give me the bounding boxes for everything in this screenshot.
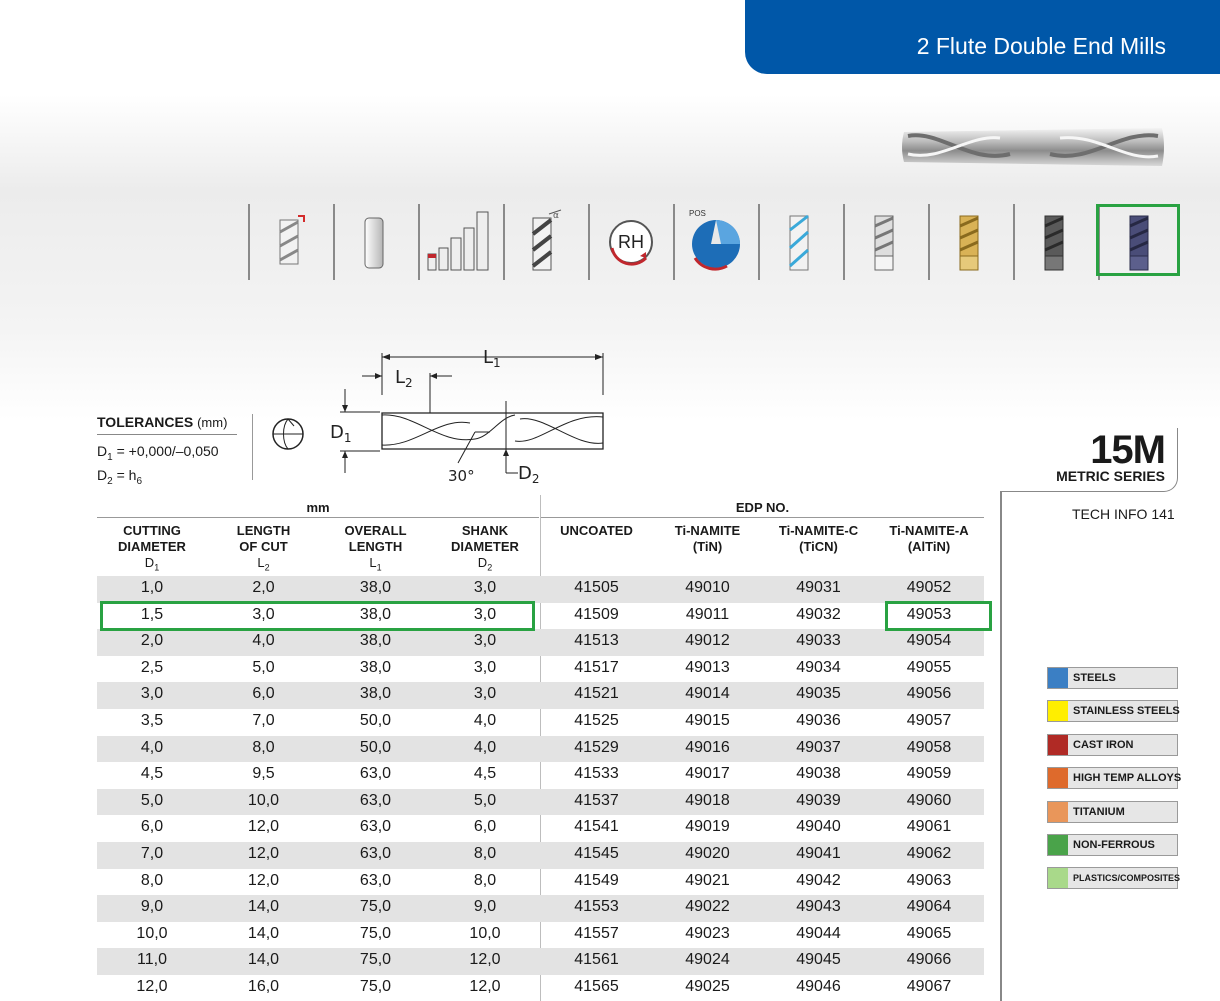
tech-info: TECH INFO 141 bbox=[1072, 506, 1175, 522]
tolerances-heading bbox=[97, 414, 227, 430]
table-row[interactable] bbox=[97, 736, 984, 763]
edp-number-cell: 49025 bbox=[685, 978, 730, 995]
legend-label: NON-FERROUS bbox=[1073, 839, 1155, 851]
edp-number-cell: 49057 bbox=[906, 712, 952, 729]
l1-label: L bbox=[483, 347, 494, 368]
table-row[interactable] bbox=[97, 789, 984, 816]
legend-label: STEELS bbox=[1073, 672, 1116, 684]
legend-swatch bbox=[1048, 668, 1068, 688]
dimension-cell: 16,0 bbox=[247, 978, 280, 995]
dimension-cell: 2,0 bbox=[252, 579, 275, 596]
dimension-cell: 12,0 bbox=[136, 978, 168, 995]
dimension-cell: 4,0 bbox=[140, 738, 164, 756]
end-mill-dimension-diagram bbox=[320, 345, 620, 490]
legend-item bbox=[1047, 734, 1178, 756]
dimension-cell: 9,5 bbox=[252, 765, 275, 783]
edp-number-cell: 49022 bbox=[685, 898, 730, 916]
dimension-cell: 3,0 bbox=[473, 579, 497, 596]
legend-item bbox=[1047, 801, 1178, 823]
highlighted-edp-outline bbox=[885, 601, 992, 631]
dimension-cell: 75,0 bbox=[359, 951, 392, 969]
legend-label: STAINLESS STEELS bbox=[1073, 705, 1180, 718]
dimension-cell: 6,0 bbox=[473, 818, 497, 836]
page-title: 2 Flute Double End Mills bbox=[916, 33, 1166, 59]
header-banner bbox=[745, 0, 1220, 74]
edp-number-cell: 49062 bbox=[906, 845, 952, 862]
size-range-icon bbox=[418, 204, 502, 280]
svg-text:L1 bbox=[483, 347, 501, 370]
legend-item bbox=[1047, 867, 1181, 889]
edp-number-cell: 49010 bbox=[685, 579, 730, 596]
edp-number-cell: 49035 bbox=[796, 685, 841, 703]
svg-text:D1 bbox=[330, 422, 352, 445]
tolerances-rule bbox=[97, 434, 237, 435]
group-rule-edp bbox=[541, 517, 984, 518]
dimension-cell: 14,0 bbox=[247, 924, 280, 942]
uncoated-tool-icon bbox=[843, 204, 927, 280]
rh-text: RH bbox=[618, 232, 644, 252]
dimension-cell: 4,5 bbox=[473, 765, 497, 783]
dimension-cell: 63,0 bbox=[359, 871, 392, 889]
dimension-cell: 63,0 bbox=[359, 845, 392, 862]
edp-number-cell: 49043 bbox=[796, 898, 841, 916]
edp-number-cell: 41549 bbox=[574, 871, 619, 889]
edp-number-cell: 49036 bbox=[796, 712, 841, 729]
edp-number-cell: 49034 bbox=[796, 658, 841, 676]
l1-sub: 1 bbox=[493, 356, 501, 370]
dimension-cell: 3,0 bbox=[473, 605, 497, 623]
series-label: METRIC SERIES bbox=[1056, 468, 1165, 484]
edp-number-cell: 49019 bbox=[685, 818, 730, 836]
l2-sub: 2 bbox=[405, 376, 413, 390]
edp-number-cell: 41533 bbox=[574, 765, 619, 783]
blue-flute-tool-icon bbox=[758, 204, 842, 280]
table-row[interactable] bbox=[97, 948, 984, 975]
edp-number-cell: 41513 bbox=[574, 632, 619, 650]
dimension-cell: 5,0 bbox=[473, 791, 497, 809]
legend-label: TITANIUM bbox=[1073, 805, 1125, 818]
flute-count-icon bbox=[248, 204, 332, 280]
edp-number-cell: 49018 bbox=[685, 791, 730, 809]
dimension-cell: 75,0 bbox=[359, 898, 392, 916]
dimension-cell: 14,0 bbox=[247, 898, 280, 916]
edp-number-cell: 49046 bbox=[796, 978, 841, 995]
dimension-cell: 12,0 bbox=[247, 818, 280, 836]
edp-number-cell: 49042 bbox=[796, 871, 841, 889]
dimension-cell: 2,5 bbox=[140, 658, 164, 676]
column-header: Ti-NAMITE-A (AlTiN) bbox=[889, 523, 969, 554]
table-row[interactable] bbox=[97, 895, 984, 922]
edp-number-cell: 49064 bbox=[906, 898, 952, 916]
edp-number-cell: 49015 bbox=[685, 712, 730, 729]
edp-number-cell: 49020 bbox=[685, 845, 730, 862]
edp-number-cell: 49054 bbox=[906, 632, 952, 650]
edp-number-cell: 41553 bbox=[574, 898, 619, 916]
dimension-cell: 4,5 bbox=[140, 765, 164, 783]
dimension-cell: 1,0 bbox=[140, 579, 164, 596]
dimension-cell: 8,0 bbox=[140, 871, 164, 889]
dimension-cell: 8,0 bbox=[252, 738, 275, 756]
table-row[interactable] bbox=[97, 629, 984, 656]
dimension-cell: 11,0 bbox=[137, 951, 167, 969]
highlighted-row-outline bbox=[100, 601, 535, 631]
sidebar-divider bbox=[1000, 492, 1002, 1001]
tolerances-unit: (mm) bbox=[197, 415, 228, 430]
legend-swatch bbox=[1048, 701, 1068, 721]
legend-swatch bbox=[1048, 768, 1068, 788]
d1-label: D bbox=[330, 422, 344, 443]
edp-number-cell: 49055 bbox=[906, 658, 952, 676]
legend-label: CAST IRON bbox=[1073, 738, 1134, 751]
legend-swatch bbox=[1048, 868, 1068, 888]
edp-number-cell: 41521 bbox=[574, 685, 619, 703]
dimension-cell: 10,0 bbox=[136, 924, 168, 942]
dimension-cell: 12,0 bbox=[247, 871, 280, 889]
edp-number-cell: 49053 bbox=[906, 605, 952, 623]
dimension-cell: 7,0 bbox=[252, 712, 275, 729]
edp-number-cell: 49039 bbox=[796, 791, 841, 809]
column-header: SHANK DIAMETER $D_2$ bbox=[451, 523, 519, 573]
column-header: CUTTING DIAMETER $D_1$ bbox=[118, 523, 186, 573]
end-view-icon bbox=[270, 414, 306, 454]
ticn-coated-tool-icon bbox=[1013, 204, 1097, 280]
edp-number-cell: 49032 bbox=[796, 605, 841, 623]
selected-coating-highlight bbox=[1096, 204, 1180, 276]
tolerances-title: TOLERANCES bbox=[97, 414, 194, 430]
edp-number-cell: 49033 bbox=[796, 632, 841, 650]
edp-number-cell: 49037 bbox=[796, 738, 841, 756]
helix-angle-icon bbox=[503, 204, 587, 280]
legend-item bbox=[1047, 667, 1178, 689]
legend-item bbox=[1047, 834, 1178, 856]
feature-icon-strip bbox=[248, 204, 1188, 280]
group-header-edp: EDP NO. bbox=[735, 500, 790, 515]
right-hand-cut-icon bbox=[588, 204, 672, 280]
group-header-mm: mm bbox=[306, 500, 330, 515]
dimension-cell: 4,0 bbox=[473, 738, 497, 756]
dimension-cell: 3,5 bbox=[140, 712, 164, 729]
dimension-cell: 63,0 bbox=[359, 818, 392, 836]
dimension-cell: 3,0 bbox=[252, 605, 275, 623]
d2-sub: 2 bbox=[531, 472, 540, 486]
dimension-cell: 8,0 bbox=[473, 845, 497, 862]
positive-rake-icon bbox=[673, 204, 757, 280]
edp-number-cell: 41525 bbox=[574, 712, 619, 729]
l2-label: L bbox=[395, 367, 406, 388]
svg-text:D2 bbox=[518, 463, 540, 486]
dimension-cell: 3,0 bbox=[473, 632, 497, 650]
dimension-cell: 8,0 bbox=[473, 871, 497, 889]
group-rule-mm bbox=[97, 517, 539, 518]
dimension-cell: 4,0 bbox=[473, 712, 497, 729]
dimension-cell: 38,0 bbox=[359, 658, 392, 676]
dimension-cell: 5,0 bbox=[252, 658, 275, 676]
d2-label: D bbox=[518, 463, 532, 484]
edp-number-cell: 41505 bbox=[574, 579, 619, 596]
dimension-cell: 10,0 bbox=[469, 924, 501, 942]
legend-label: HIGH TEMP ALLOYS bbox=[1073, 772, 1182, 785]
table-row[interactable] bbox=[97, 709, 984, 736]
edp-number-cell: 49016 bbox=[685, 738, 730, 756]
tolerances-divider bbox=[252, 414, 253, 480]
legend-item bbox=[1047, 700, 1178, 722]
dimension-cell: 38,0 bbox=[359, 685, 392, 703]
edp-number-cell: 41557 bbox=[574, 924, 619, 942]
column-header: UNCOATED bbox=[560, 523, 633, 538]
legend-swatch bbox=[1048, 735, 1068, 755]
edp-number-cell: 41561 bbox=[574, 951, 619, 969]
edp-number-cell: 41509 bbox=[574, 605, 619, 623]
d1-sub: 1 bbox=[343, 431, 352, 445]
legend-label: PLASTICS/COMPOSITES bbox=[1073, 873, 1181, 884]
table-row[interactable] bbox=[97, 576, 984, 603]
pos-text: POS bbox=[689, 209, 706, 218]
edp-number-cell: 49011 bbox=[685, 605, 730, 623]
table-row[interactable] bbox=[97, 975, 984, 1001]
edp-number-cell: 49023 bbox=[685, 924, 730, 942]
edp-number-cell: 41541 bbox=[574, 818, 619, 836]
series-badge bbox=[1000, 428, 1178, 492]
edp-number-cell: 49060 bbox=[906, 791, 952, 809]
dimension-cell: 12,0 bbox=[469, 951, 501, 969]
angle-label: 30° bbox=[448, 467, 475, 485]
edp-number-cell: 49041 bbox=[796, 845, 841, 862]
dimension-cell: 7,0 bbox=[140, 845, 164, 862]
column-header: Ti-NAMITE (TiN) bbox=[674, 523, 741, 554]
edp-number-cell: 49059 bbox=[906, 765, 952, 783]
legend-item bbox=[1047, 767, 1182, 789]
edp-number-cell: 49044 bbox=[796, 924, 841, 942]
legend-swatch bbox=[1048, 802, 1068, 822]
edp-number-cell: 49040 bbox=[796, 818, 841, 836]
dimension-cell: 9,0 bbox=[473, 898, 497, 916]
table-row[interactable] bbox=[97, 682, 984, 709]
edp-number-cell: 49056 bbox=[906, 685, 952, 703]
dimension-cell: 5,0 bbox=[140, 791, 164, 809]
dimension-cell: 1,5 bbox=[140, 605, 164, 623]
edp-number-cell: 49017 bbox=[685, 765, 730, 783]
dimension-cell: 75,0 bbox=[359, 924, 392, 942]
plain-shank-icon bbox=[333, 204, 417, 280]
table-row[interactable] bbox=[97, 869, 984, 896]
dimension-cell: 38,0 bbox=[359, 632, 392, 650]
dimension-cell: 75,0 bbox=[359, 978, 392, 995]
dimension-cell: 50,0 bbox=[359, 738, 392, 756]
tolerance-d2: $D_2 = h_6$ bbox=[97, 467, 142, 487]
svg-text:L2 bbox=[395, 367, 413, 390]
edp-number-cell: 41565 bbox=[574, 978, 619, 995]
table-row[interactable] bbox=[97, 842, 984, 869]
dimension-cell: 63,0 bbox=[359, 765, 392, 783]
edp-number-cell: 41517 bbox=[574, 658, 619, 676]
dimension-cell: 63,0 bbox=[359, 791, 392, 809]
column-header: OVERALL LENGTH $L_1$ bbox=[344, 523, 407, 573]
dimension-cell: 50,0 bbox=[359, 712, 392, 729]
dimension-cell: 3,0 bbox=[473, 685, 497, 703]
table-row[interactable] bbox=[97, 656, 984, 683]
table-row[interactable] bbox=[97, 815, 984, 842]
edp-number-cell: 49031 bbox=[796, 579, 841, 596]
edp-number-cell: 49024 bbox=[685, 951, 730, 969]
dimension-cell: 14,0 bbox=[247, 951, 280, 969]
edp-number-cell: 49052 bbox=[906, 579, 952, 596]
dimension-cell: 3,0 bbox=[140, 685, 164, 703]
column-header: LENGTH OF CUT $L_2$ bbox=[236, 523, 291, 573]
series-number: 15M bbox=[1090, 428, 1165, 472]
edp-number-cell: 49014 bbox=[685, 685, 730, 703]
dimension-cell: 6,0 bbox=[140, 818, 164, 836]
dimension-cell: 6,0 bbox=[252, 685, 275, 703]
legend-swatch bbox=[1048, 835, 1068, 855]
edp-number-cell: 41545 bbox=[574, 845, 619, 862]
tin-coated-tool-icon bbox=[928, 204, 1012, 280]
edp-number-cell: 49038 bbox=[796, 765, 841, 783]
dimension-cell: 38,0 bbox=[359, 579, 392, 596]
edp-number-cell: 49067 bbox=[906, 978, 952, 995]
tolerance-d1: $D_1 = +0,000/-0,050$ bbox=[97, 443, 219, 463]
dimension-cell: 12,0 bbox=[469, 978, 501, 995]
edp-number-cell: 49012 bbox=[685, 632, 730, 650]
edp-number-cell: 49063 bbox=[906, 871, 952, 889]
edp-number-cell: 49058 bbox=[906, 738, 952, 756]
dimension-cell: 10,0 bbox=[247, 791, 280, 809]
dimension-cell: 12,0 bbox=[247, 845, 280, 862]
table-row[interactable] bbox=[97, 762, 984, 789]
edp-number-cell: 49061 bbox=[906, 818, 952, 836]
column-header: Ti-NAMITE-C (TiCN) bbox=[778, 523, 859, 554]
edp-number-cell: 49066 bbox=[906, 951, 952, 969]
dimension-cell: 3,0 bbox=[473, 658, 497, 676]
dimension-cell: 4,0 bbox=[252, 632, 275, 650]
edp-number-cell: 49021 bbox=[685, 871, 730, 889]
edp-number-cell: 49065 bbox=[906, 924, 952, 942]
edp-number-cell: 41537 bbox=[574, 791, 619, 809]
edp-number-cell: 49013 bbox=[685, 658, 730, 676]
edp-number-cell: 49045 bbox=[796, 951, 841, 969]
dimension-cell: 38,0 bbox=[359, 605, 392, 623]
dimension-cell: 2,0 bbox=[140, 632, 164, 650]
edp-number-cell: 41529 bbox=[574, 738, 619, 756]
end-mill-photo bbox=[900, 124, 1166, 170]
svg-text:α: α bbox=[553, 211, 559, 221]
dimension-cell: 9,0 bbox=[140, 898, 164, 916]
table-row[interactable] bbox=[97, 922, 984, 949]
